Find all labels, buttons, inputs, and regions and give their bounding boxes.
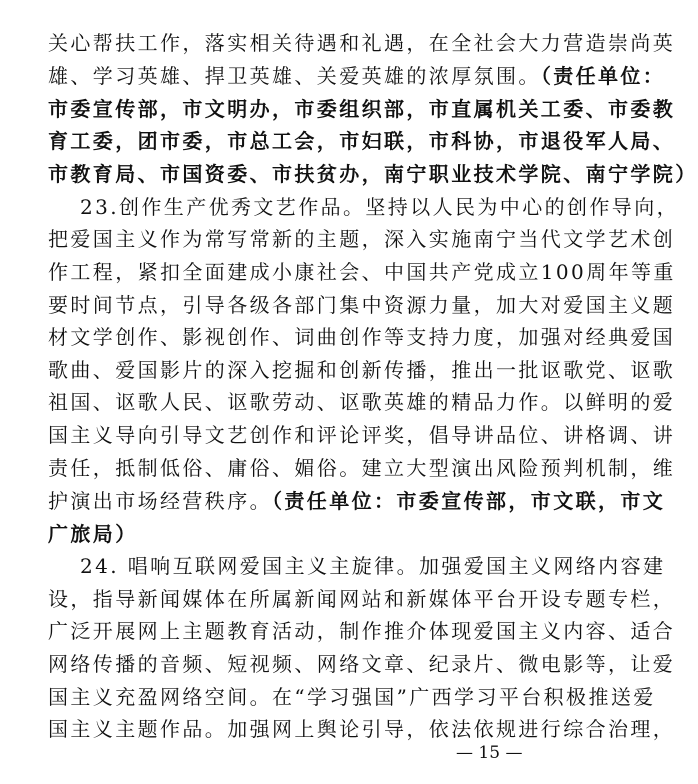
- text-line: [48, 455, 676, 481]
- text-segment: 关心帮扶工作，落实相关待遇和礼遇，在全社会大力营造崇尚英: [48, 31, 676, 55]
- text-line: [48, 586, 676, 612]
- text-segment: 国主义主题作品。加强网上舆论引导，依法依规进行综合治理，: [48, 717, 676, 741]
- bold-text-segment: 市教育局、市国资委、市扶贫办，南宁职业技术学院、南宁学院）: [48, 162, 698, 186]
- text-segment: 歌曲、爱国影片的深入挖掘和创新传播，推出一批讴歌党、讴歌: [48, 358, 676, 382]
- text-line: [80, 194, 680, 220]
- text-line: [48, 96, 676, 122]
- bold-text-segment: （责任单位：: [540, 64, 666, 88]
- text-segment: 网络传播的音频、短视频、网络文章、纪录片、微电影等，让爱: [48, 652, 676, 676]
- text-line: [48, 389, 676, 415]
- text-line: [48, 161, 698, 187]
- page-number: — 15 —: [456, 743, 523, 763]
- text-segment: 材文学创作、影视创作、词曲创作等支持力度，加强对经典爱国: [48, 325, 676, 349]
- text-segment: 23.创作生产优秀文艺作品。坚持以人民为中心的创作导向，: [80, 195, 680, 219]
- text-segment: 广泛开展网上主题教育活动，制作推介体现爱国主义内容、适合: [48, 619, 676, 643]
- text-segment: 24. 唱响互联网爱国主义主旋律。加强爱国主义网络内容建: [80, 554, 666, 578]
- text-line: [48, 618, 676, 644]
- text-line: [48, 30, 676, 56]
- bold-text-segment: 育工委，团市委，市总工会，市妇联，市科协，市退役军人局、: [48, 129, 676, 153]
- text-line: [48, 357, 676, 383]
- text-segment: 责任，抵制低俗、庸俗、媚俗。建立大型演出风险预判机制，维: [48, 456, 676, 480]
- text-segment: 护演出市场经营秩序。: [48, 489, 272, 513]
- text-line: [80, 553, 666, 579]
- text-line: [48, 422, 676, 448]
- text-line: [48, 128, 676, 154]
- text-segment: 要时间节点，引导各级各部门集中资源力量，加大对爱国主义题: [48, 293, 676, 317]
- text-line: [48, 716, 676, 742]
- text-line: [48, 488, 666, 514]
- text-line: [48, 521, 554, 547]
- bold-text-segment: （责任单位：市委宣传部，市文联，市文: [272, 489, 666, 513]
- text-line: [48, 324, 676, 350]
- text-line: [48, 292, 676, 318]
- text-segment: 作工程，紧扣全面建成小康社会、中国共产党成立100周年等重: [48, 260, 676, 284]
- text-line: [48, 63, 666, 89]
- text-segment: 把爱国主义作为常写常新的主题，深入实施南宁当代文学艺术创: [48, 227, 676, 251]
- text-segment: 祖国、讴歌人民、讴歌劳动、讴歌英雄的精品力作。以鲜明的爱: [48, 390, 676, 414]
- text-line: [48, 684, 656, 710]
- bold-text-segment: 市委宣传部，市文明办，市委组织部，市直属机关工委、市委教: [48, 97, 676, 121]
- text-segment: 设，指导新闻媒体在所属新闻网站和新媒体平台开设专题专栏，: [48, 587, 676, 611]
- text-segment: 国主义导向引导文艺创作和评论评奖，倡导讲品位、讲格调、讲: [48, 423, 676, 447]
- bold-text-segment: 广旅局）: [48, 522, 138, 546]
- text-segment: 雄、学习英雄、捍卫英雄、关爱英雄的浓厚氛围。: [48, 64, 541, 88]
- text-segment: 国主义充盈网络空间。在“学习强国”广西学习平台积极推送爱: [48, 685, 656, 709]
- text-line: [48, 651, 676, 677]
- text-line: [48, 226, 676, 252]
- text-line: [48, 259, 676, 285]
